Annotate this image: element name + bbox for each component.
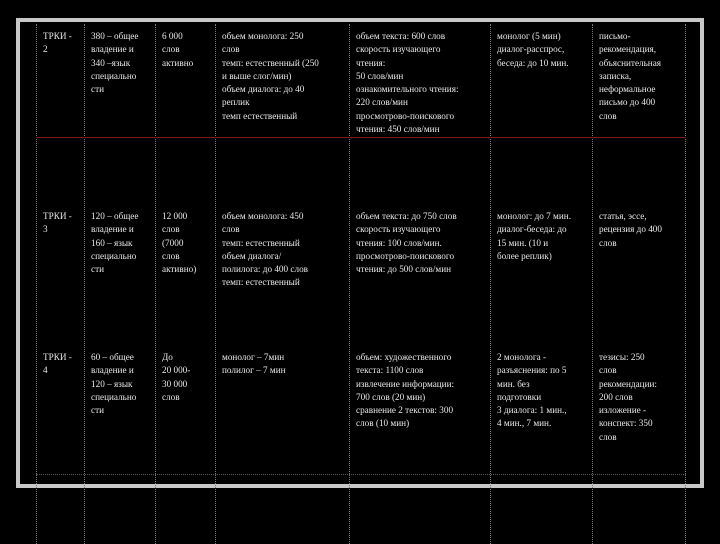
cell-level: ТРКИ - 4 [43, 352, 72, 376]
cell-writing: статья, эссе, рецензия до 400 слов [599, 211, 662, 248]
cell-speaking: монолог – 7мин полилог – 7 мин [222, 352, 286, 376]
cell-listening: 2 монолога - разъяснения: по 5 мин. без подготовки 3 диалога: 1 мин., 4 мин., 7 мин. [497, 352, 567, 429]
cell-writing: тезисы: 250 слов рекомендации: 200 слов изложение - конспект: 350 слов [599, 352, 657, 442]
cell-vocabulary: 12 000 слов (7000 слов активно) [162, 211, 197, 275]
cell-reading: объем текста: до 750 слов скорость изучающего чтения: 100 слов/мин. просмотрово-поискового чтения: до 500 слов/мин [356, 211, 457, 275]
cell-speaking: объем монолога: 450 слов темп: естественный объем диалога/ полилога: до 400 слов темп: естественный [222, 211, 309, 288]
cell-vocabulary: До 20 000- 30 000 слов [162, 352, 191, 402]
cell-listening: монолог (5 мин) диалог-расспрос, беседа: до 10 мин. [497, 31, 569, 68]
cell-grammar: 380 – общее владение и 340 –язык специально сти [91, 31, 139, 95]
cell-reading: объем: художественного текста: 1100 слов извлечение информации: 700 слов (20 мин) сравнение 2 текстов: 300 слов (10 мин) [356, 352, 455, 429]
cell-listening: монолог: до 7 мин. диалог-беседа: до 15 мин. (10 и более реплик) [497, 211, 571, 261]
cell-level: ТРКИ - 3 [43, 211, 72, 235]
cell-speaking: объем монолога: 250 слов темп: естественный (250 и выше слог/мин) объем диалога: до 40 реплик темп естественный [222, 31, 319, 121]
cell-grammar: 60 – общее владение и 120 – язык специально сти [91, 352, 137, 416]
cell-reading: объем текста: 600 слов скорость изучающего чтения: 50 слов/мин ознакомительного чтения: 220 слов/мин просмотрово-поискового чтения: 450 слов/мин [356, 31, 459, 135]
cell-vocabulary: 6 000 слов активно [162, 31, 194, 68]
cell-writing: письмо- рекомендация, объяснительная записка, неформальное письмо до 400 слов [599, 31, 662, 121]
cell-level: ТРКИ - 2 [43, 31, 72, 55]
cell-grammar: 120 – общее владение и 160 – язык специально сти [91, 211, 139, 275]
